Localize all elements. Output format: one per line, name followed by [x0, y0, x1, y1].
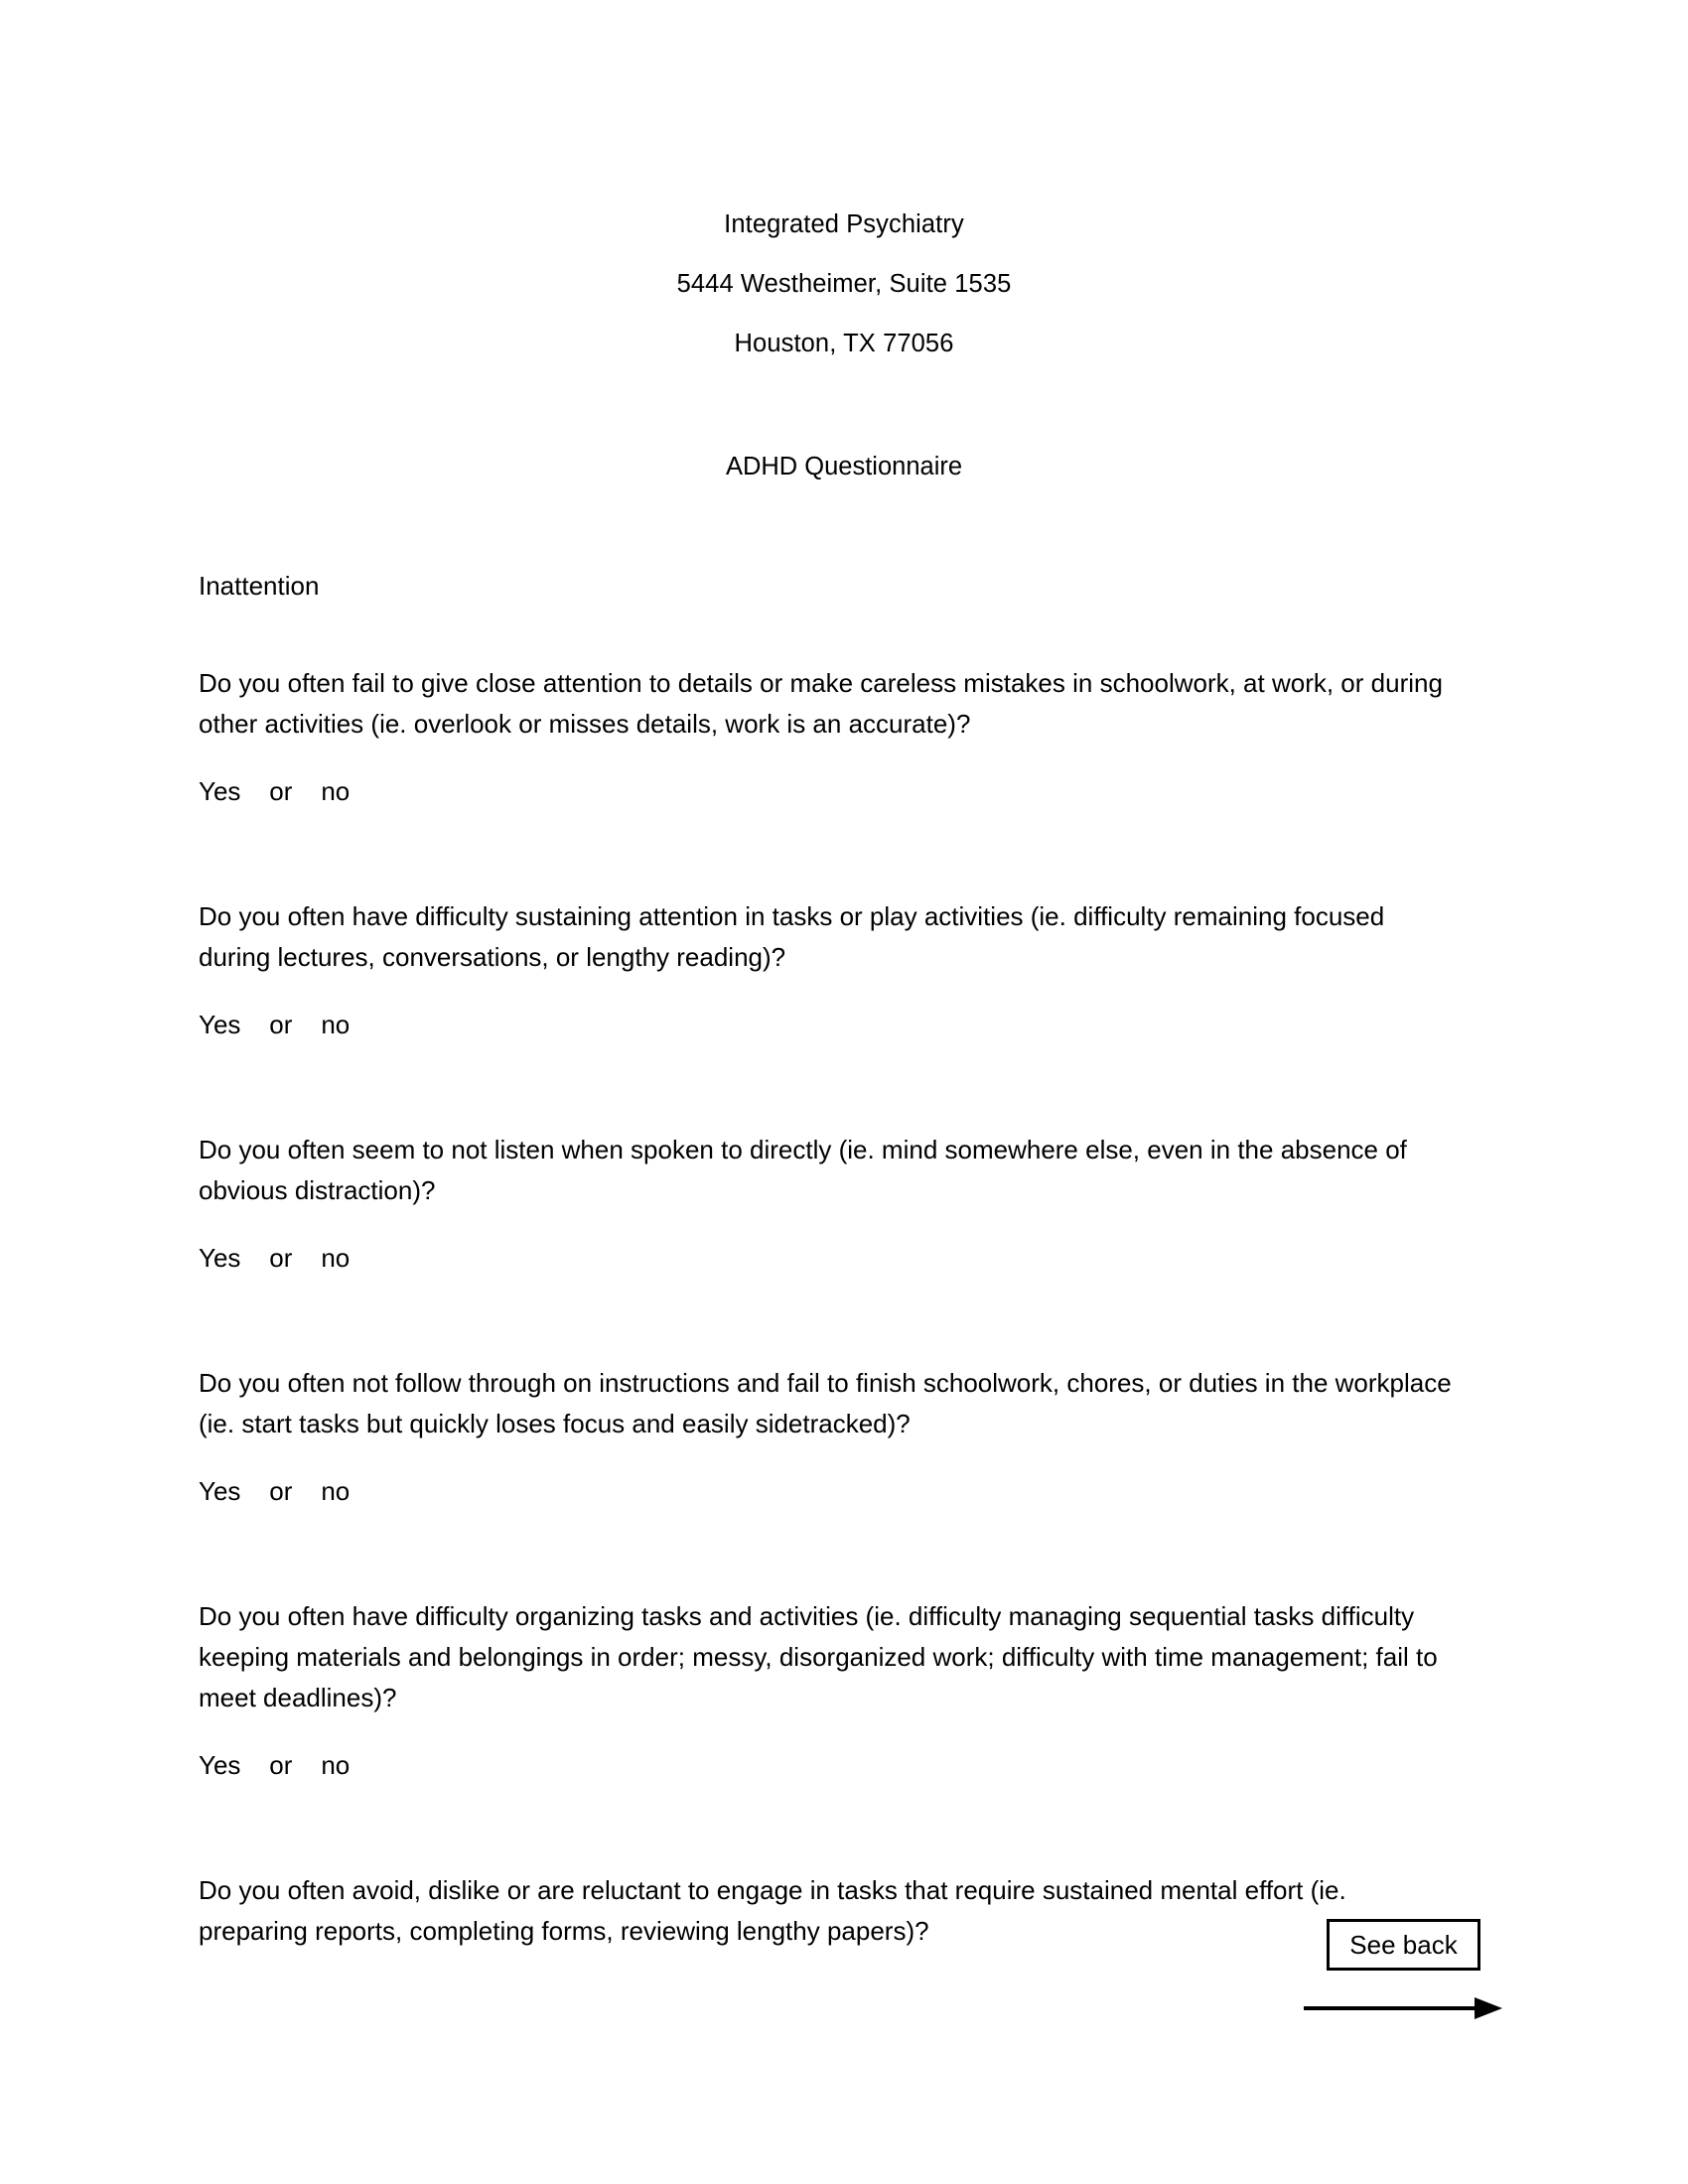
question-item: [199, 1363, 1489, 1511]
practice-name: Integrated Psychiatry: [724, 210, 964, 238]
section-heading-inattention: Inattention: [199, 571, 320, 601]
question-item: [199, 1870, 1489, 1952]
question-spacer: [199, 811, 1489, 896]
question-spacer: [199, 1785, 1489, 1870]
answer-options[interactable]: Yes or no: [199, 1010, 351, 1039]
question-spacer: [199, 1511, 1489, 1596]
answer-options[interactable]: Yes or no: [199, 776, 351, 806]
question-text: Do you often seem to not listen when spoken to directly (ie. mind somewhere else, even in the absence of obvious distraction)?: [199, 1135, 1407, 1205]
page-title: ADHD Questionnaire: [725, 453, 963, 480]
answer-options[interactable]: Yes or no: [199, 1476, 351, 1506]
question-text: Do you often not follow through on instructions and fail to finish schoolwork, chores, or duties in the workplace (ie. start tasks but quickly loses focus and easily sidetracked)?: [199, 1368, 1452, 1438]
see-back-button[interactable]: [1327, 1919, 1480, 1971]
right-arrow-icon: [1304, 1993, 1502, 2023]
question-item: [199, 1596, 1489, 1785]
question-text: Do you often have difficulty organizing tasks and activities (ie. difficulty managing sequential tasks difficulty keeping materials and belongings in order; messy, disorganized work; difficulty with time management; fail to meet deadlines)?: [199, 1601, 1438, 1712]
question-item: [199, 896, 1489, 1044]
answer-options[interactable]: Yes or no: [199, 1243, 351, 1273]
question-text: Do you often fail to give close attention to details or make careless mistakes in schoolwork, at work, or during other activities (ie. overlook or misses details, work is an accurate)?: [199, 668, 1443, 739]
question-spacer: [199, 1044, 1489, 1130]
answer-options[interactable]: Yes or no: [199, 1750, 351, 1780]
practice-city-state-zip: Houston, TX 77056: [734, 330, 954, 357]
question-text: Do you often have difficulty sustaining attention in tasks or play activities (ie. difficulty remaining focused during lectures, conversations, or lengthy reading)?: [199, 901, 1385, 972]
practice-address: 5444 Westheimer, Suite 1535: [676, 270, 1012, 298]
question-item: [199, 663, 1489, 811]
questionnaire-body: [199, 566, 1489, 1952]
see-back-label: See back: [1349, 1929, 1458, 1960]
question-spacer: [199, 1278, 1489, 1363]
question-item: [199, 1130, 1489, 1278]
letterhead: [0, 195, 1688, 373]
question-text: Do you often avoid, dislike or are reluctant to engage in tasks that require sustained mental effort (ie. preparing reports, completing forms, reviewing lengthy papers)?: [199, 1875, 1346, 1946]
